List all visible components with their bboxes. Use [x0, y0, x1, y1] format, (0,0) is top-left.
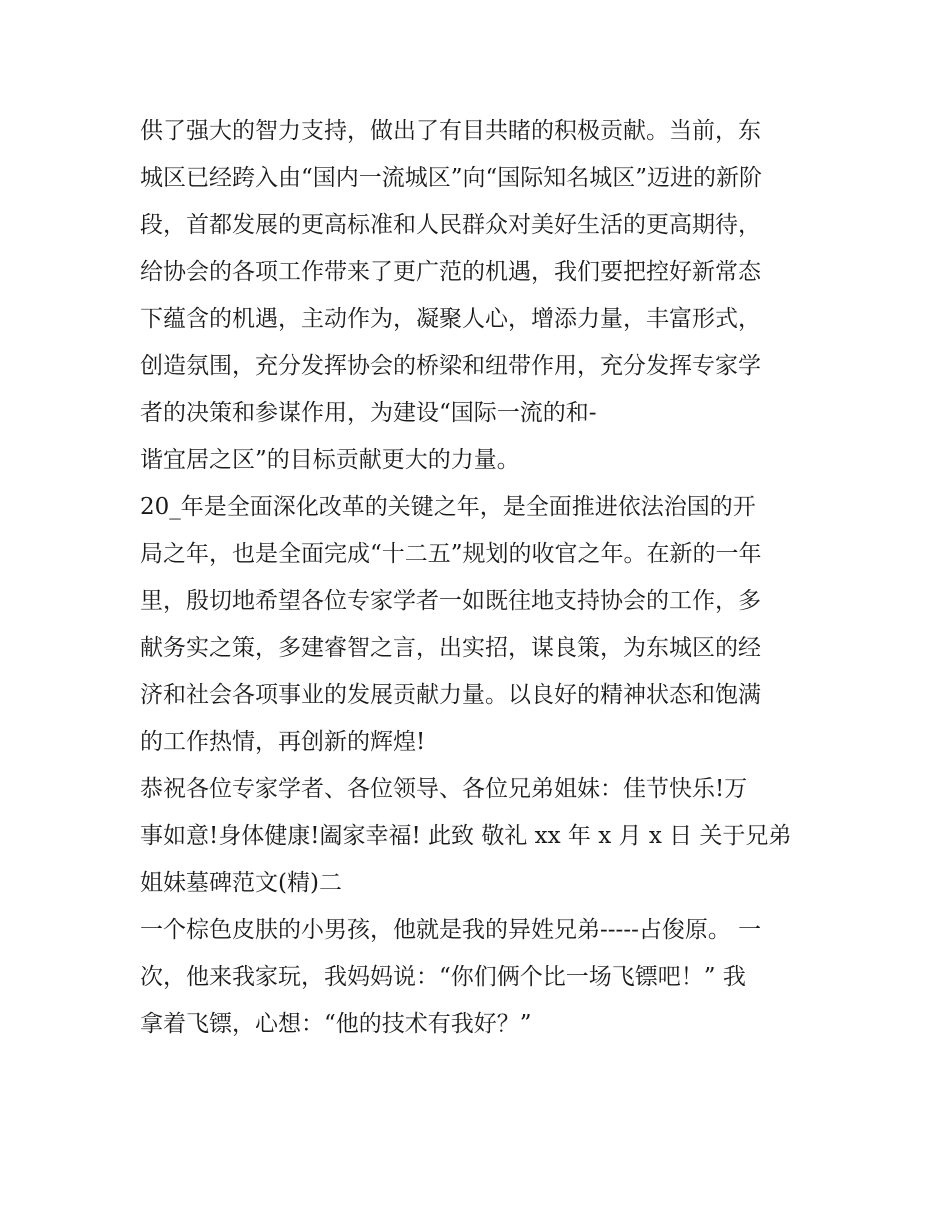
text-line: 20_年是全面深化改革的关键之年，是全面推进依法治国的开 — [140, 494, 756, 520]
document-body — [140, 108, 820, 1048]
text-line: 一个棕色皮肤的小男孩，他就是我的异姓兄弟-----占俊原。 一 — [140, 917, 762, 943]
text-line: 创造氛围，充分发挥协会的桥梁和纽带作用，充分发挥专家学 — [140, 353, 761, 379]
text-line: 次，他来我家玩，我妈妈说：“你们俩个比一场飞镖吧！” 我 — [140, 964, 746, 990]
paragraph-2 — [140, 484, 820, 766]
text-line: 段，首都发展的更高标准和人民群众对美好生活的更高期待， — [140, 212, 761, 238]
text-line: 里，殷切地希望各位专家学者一如既往地支持协会的工作，多 — [140, 588, 761, 614]
text-line: 姐妹墓碑范文(精)二 — [140, 870, 342, 896]
text-line: 事如意!身体健康!阖家幸福! 此致 敬礼 xx 年 x 月 x 日 关于兄弟 — [140, 823, 792, 849]
text-line: 的工作热情，再创新的辉煌! — [140, 729, 426, 755]
text-line: 恭祝各位专家学者、各位领导、各位兄弟姐妹：佳节快乐!万 — [140, 776, 748, 802]
text-line: 供了强大的智力支持，做出了有目共睹的积极贡献。当前，东 — [140, 118, 761, 144]
paragraph-1 — [140, 108, 820, 484]
text-line: 献务实之策，多建睿智之言，出实招，谋良策，为东城区的经 — [140, 635, 761, 661]
text-line: 下蕴含的机遇，主动作为，凝聚人心，增添力量，丰富形式， — [140, 306, 761, 332]
text-line: 局之年，也是全面完成“十二五”规划的收官之年。在新的一年 — [140, 541, 762, 567]
text-line: 拿着飞镖，心想：“他的技术有我好？” — [140, 1011, 532, 1037]
paragraph-4 — [140, 907, 820, 1048]
text-line: 给协会的各项工作带来了更广范的机遇，我们要把控好新常态 — [140, 259, 761, 285]
text-line: 者的决策和参谋作用，为建设“国际一流的和- — [140, 400, 597, 426]
paragraph-3 — [140, 766, 820, 907]
text-line: 谐宜居之区”的目标贡献更大的力量。 — [140, 447, 520, 473]
text-line: 城区已经跨入由“国内一流城区”向“国际知名城区”迈进的新阶 — [140, 165, 763, 191]
text-line: 济和社会各项事业的发展贡献力量。以良好的精神状态和饱满 — [140, 682, 761, 708]
